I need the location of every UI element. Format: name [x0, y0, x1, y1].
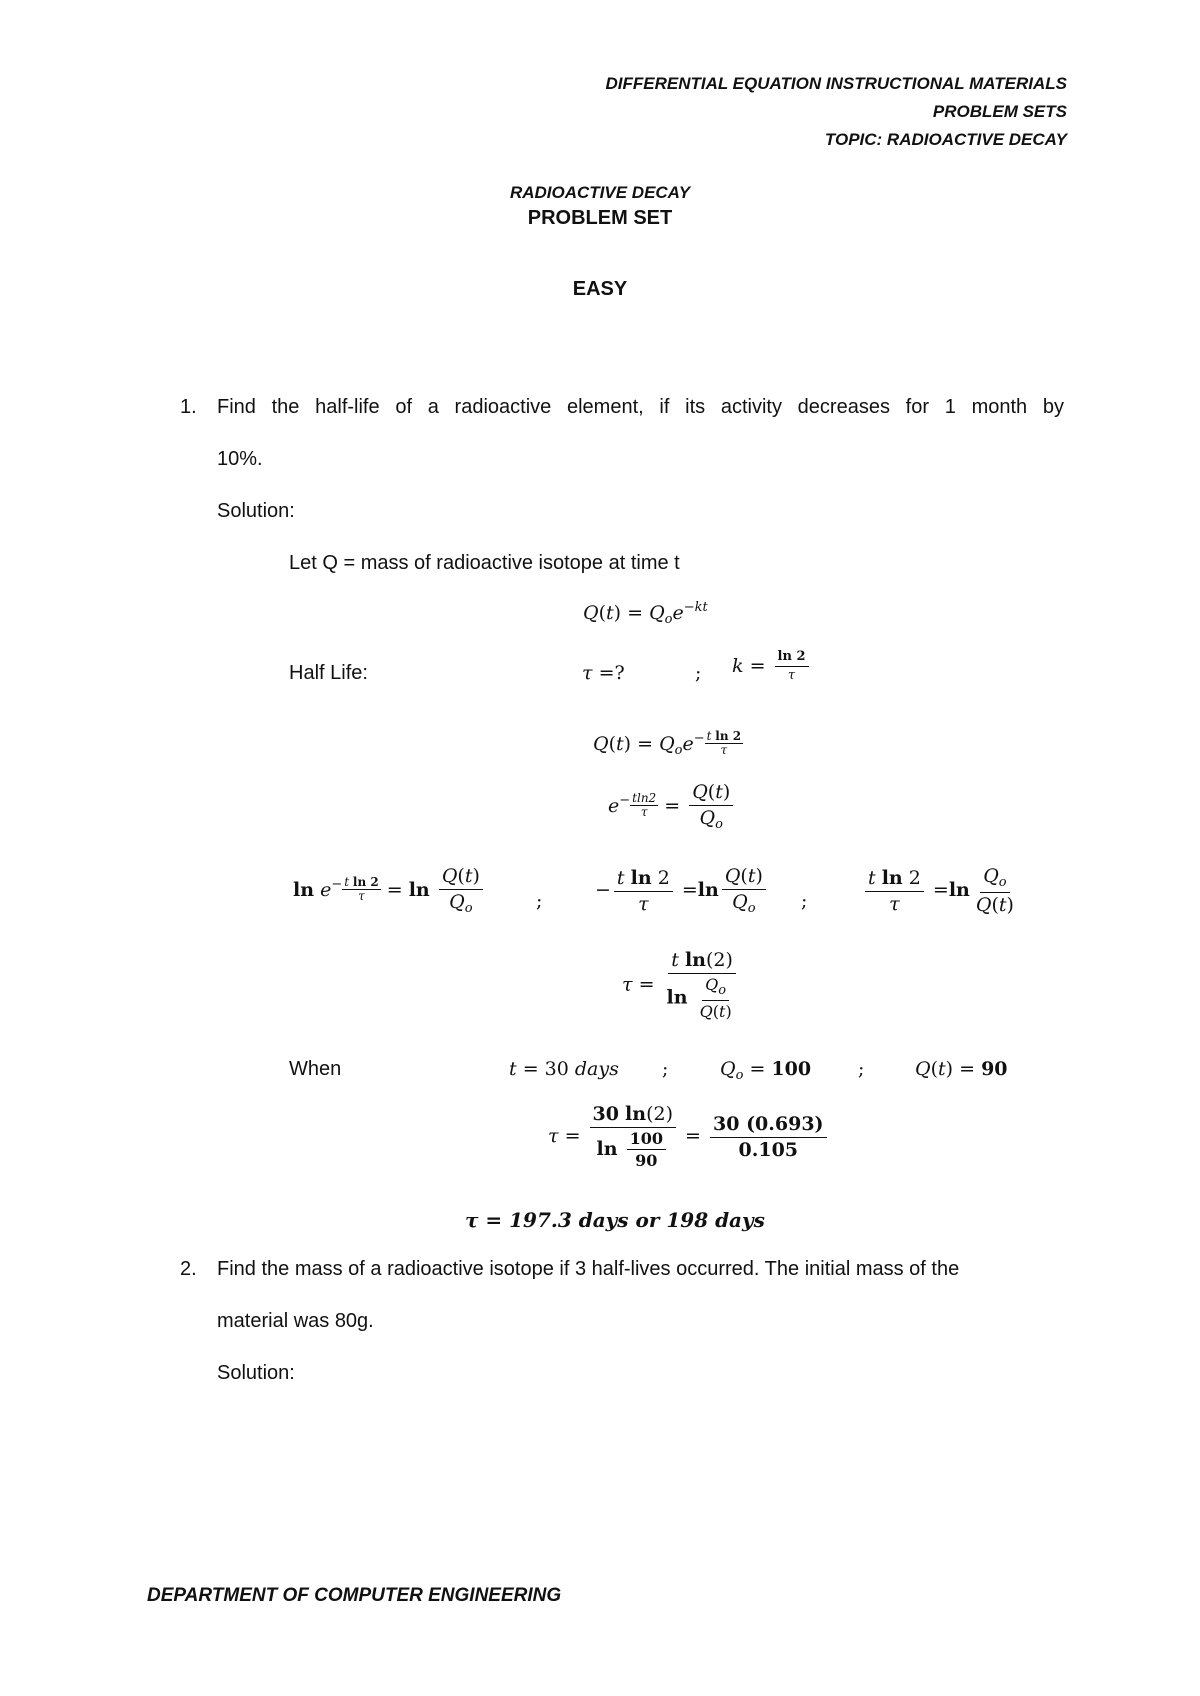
problem-1-text-line-2: 10%. — [217, 448, 263, 470]
equation-ln-simplified: − $\frac{\text{t ln 2}}{\tau}$ =ln $\frac{Q(t)}{Q_o}$ — [595, 866, 769, 916]
equation-tau-unknown: τ =? — [582, 662, 625, 684]
equation-exp-ratio: e− $\frac{tln2}{\tau}$ = $\frac{Q(t)}{Q_o}$ — [608, 782, 736, 832]
separator: ; — [858, 1058, 865, 1080]
problem-1-let-text: Let Q = mass of radioactive isotope at time t — [289, 552, 680, 574]
equation-decay-halflife: $Q(t) = Q_oe-$ $\frac{\text{t ln 2}}{\tau}$ — [593, 729, 742, 758]
separator: ; — [536, 890, 543, 912]
header-line-3: TOPIC: RADIOACTIVE DECAY — [824, 130, 1067, 149]
difficulty-heading: EASY — [572, 278, 628, 300]
when-label: When — [289, 1058, 342, 1080]
problem-2-text-line-2: material was 80g. — [217, 1310, 374, 1332]
problem-1-text-line-1: Find the half-life of a radioactive element, if its activity decreases for 1 month by — [217, 396, 1064, 418]
problem-1-solution-label: Solution: — [217, 500, 295, 522]
separator: ; — [801, 890, 808, 912]
equation-k-definition: k = $\frac{\ln 2}{\tau}$ — [732, 650, 812, 684]
equation-substitution: τ = 30 ln(2) ln $\frac{100}{90}$ = $\frac{30 (0.693)}{0.105}$ — [548, 1104, 830, 1170]
document-subtitle: RADIOACTIVE DECAY — [509, 183, 691, 202]
problem-2-solution-label: Solution: — [217, 1362, 295, 1384]
given-initial-mass: $Q_o = 100$ — [720, 1058, 812, 1083]
problem-1-number: 1. — [180, 396, 197, 418]
document-title: PROBLEM SET — [527, 207, 673, 229]
separator: ; — [695, 662, 702, 684]
given-time: t = 30 days — [509, 1058, 619, 1080]
equation-decay-model: $Q(t) = Q_oe-kt$ — [583, 600, 708, 627]
header-line-1: DIFFERENTIAL EQUATION INSTRUCTIONAL MATERIALS — [605, 74, 1067, 93]
problem-2-number: 2. — [180, 1258, 197, 1280]
equation-ln-inverted: $\frac{\text{t ln 2}}{\tau}$ =ln $\frac{Q_o}{Q(t)}$ — [862, 866, 1020, 916]
separator: ; — [662, 1058, 669, 1080]
equation-tau-formula: τ = t ln(2) ln $\frac{Q_o}{Q(t)}$ — [622, 950, 744, 1021]
problem-1-result: τ = 197.3 days or 198 days — [465, 1208, 765, 1232]
footer-department: DEPARTMENT OF COMPUTER ENGINEERING — [147, 1585, 562, 1606]
header-line-2: PROBLEM SETS — [932, 102, 1067, 121]
equation-ln-both-sides: ln e− $\frac{\text{t ln 2}}{\tau}$ = ln $\frac{Q(t)}{Q_o}$ — [293, 866, 486, 916]
half-life-label: Half Life: — [289, 662, 368, 684]
problem-2-text-line-1: Find the mass of a radioactive isotope if 3 half-lives occurred. The initial mass of the — [217, 1258, 960, 1280]
given-current-mass: Q(t) = 90 — [915, 1058, 1008, 1080]
